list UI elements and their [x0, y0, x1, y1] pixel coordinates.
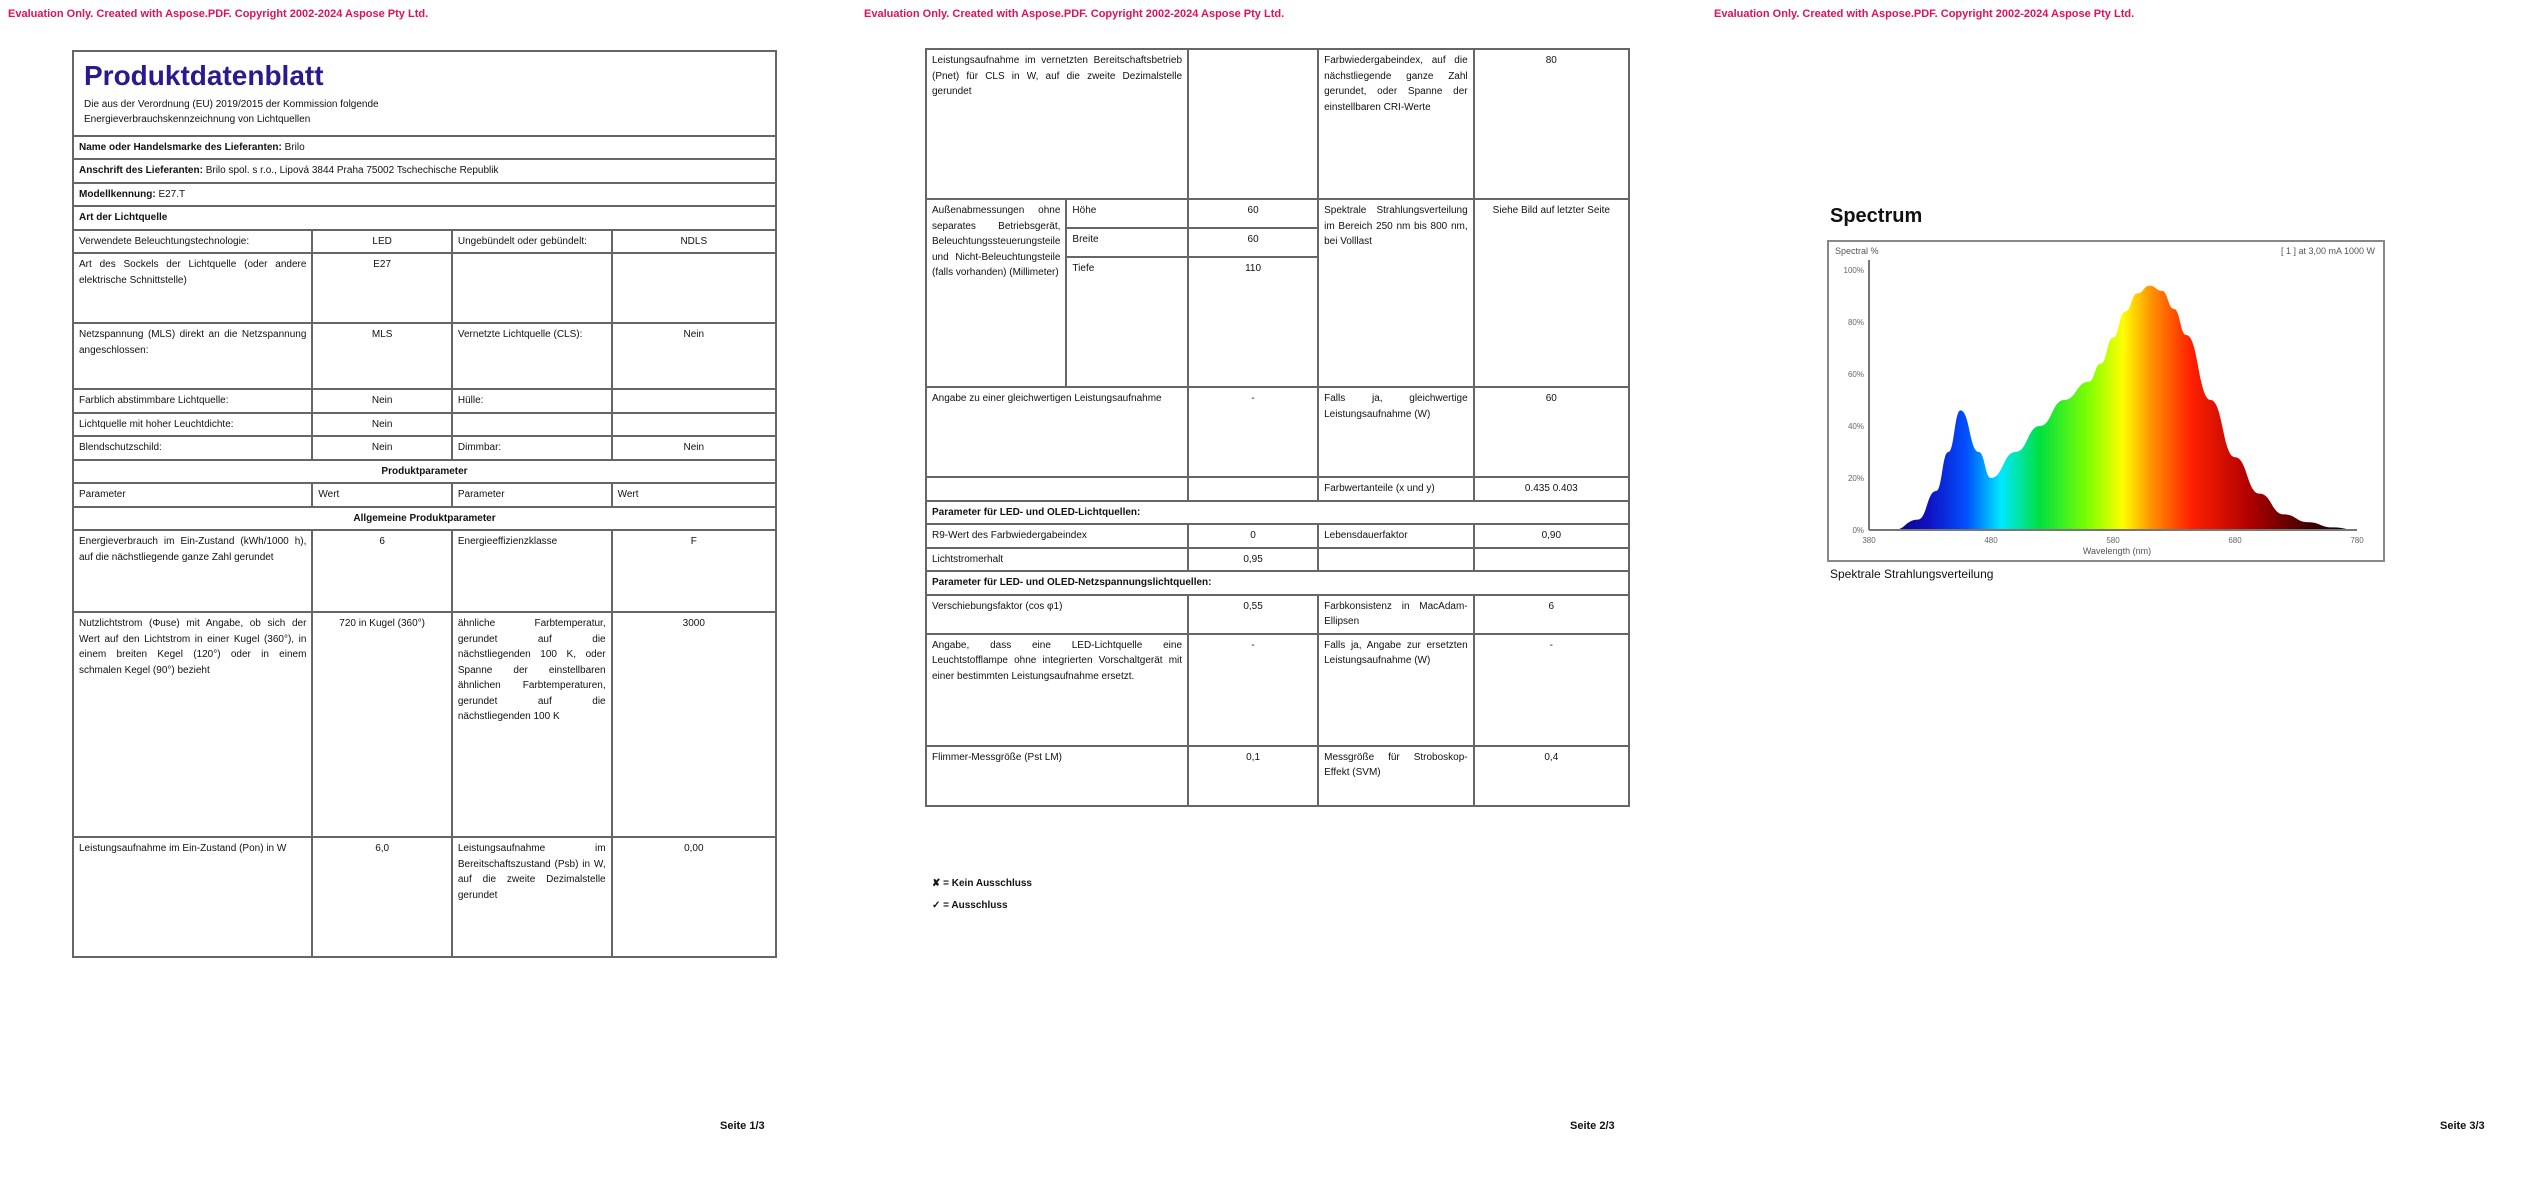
x-tick-label: 380 — [1862, 536, 1876, 545]
value: 0,00 — [612, 837, 776, 957]
col-header: Wert — [612, 483, 776, 507]
param: Netzspannung (MLS) direkt an die Netzspannung angeschlossen: — [73, 323, 312, 389]
param: Falls ja, Angabe zur ersetzten Leistungsaufnahme (W) — [1318, 634, 1474, 746]
table-row — [73, 230, 776, 254]
x-tick-label: 480 — [1984, 536, 1998, 545]
param: Verschiebungsfaktor (cos φ1) — [926, 595, 1188, 634]
param: Leistungsaufnahme im Bereitschaftszustand (Psb) in W, auf die zweite Dezimalstelle gerundet — [452, 837, 612, 957]
param: Lichtstromerhalt — [926, 548, 1188, 572]
param: Leistungsaufnahme im Ein-Zustand (Pon) in W — [73, 837, 312, 957]
general-heading: Allgemeine Produktparameter — [73, 507, 776, 531]
table-row — [926, 634, 1629, 746]
param: Falls ja, gleichwertige Leistungsaufnahme (W) — [1318, 387, 1474, 477]
param: Farbwiedergabeindex, auf die nächstliegende ganze Zahl gerundet, oder Spanne der einstellbaren CRI-Werte — [1318, 49, 1474, 199]
watermark: Evaluation Only. Created with Aspose.PDF. Copyright 2002-2024 Aspose Pty Ltd. — [1714, 8, 2135, 20]
supplier-address-label: Anschrift des Lieferanten: — [79, 165, 203, 177]
param: Leistungsaufnahme im vernetzten Bereitschaftsbetrieb (Pnet) für CLS in W, auf die zweite Dezimalstelle gerundet — [926, 49, 1188, 199]
x-tick-label: 580 — [2106, 536, 2120, 545]
table-row — [73, 413, 776, 437]
dim-value: 110 — [1188, 257, 1318, 387]
param: Blendschutzschild: — [73, 436, 312, 460]
intro-text: Die aus der Verordnung (EU) 2019/2015 der Kommission folgende Energieverbrauchskennzeichnung von Lichtquellen — [84, 98, 379, 126]
x-tick-label: 680 — [2228, 536, 2242, 545]
value: 3000 — [612, 612, 776, 837]
value: 0,4 — [1474, 746, 1629, 806]
value: 0 — [1188, 524, 1318, 548]
product-data-table-continued — [925, 48, 1630, 807]
param: Lebensdauerfaktor — [1318, 524, 1474, 548]
page-2 — [850, 0, 1690, 1200]
param: Farblich abstimmbare Lichtquelle: — [73, 389, 312, 413]
y-axis-label: Spectral % — [1835, 246, 1879, 256]
param: Art des Sockels der Lichtquelle (oder andere elektrische Schnittstelle) — [73, 253, 312, 323]
supplier-name-label: Name oder Handelsmarke des Lieferanten: — [79, 141, 282, 153]
table-row — [926, 477, 1629, 501]
watermark: Evaluation Only. Created with Aspose.PDF. Copyright 2002-2024 Aspose Pty Ltd. — [8, 8, 429, 20]
value: 6 — [312, 530, 451, 612]
value: LED — [312, 230, 451, 254]
param — [452, 253, 612, 323]
value: 60 — [1474, 387, 1629, 477]
param: Angabe zu einer gleichwertigen Leistungsaufnahme — [926, 387, 1188, 477]
y-tick-label: 60% — [1847, 370, 1864, 379]
param: Nutzlichtstrom (Φuse) mit Angabe, ob sich der Wert auf den Lichtstrom in einer Kugel (360°), in einem breiten Kegel (120°) oder in einem schmalen Kegel (90°) bezieht — [73, 612, 312, 837]
param: Farbkonsistenz in MacAdam-Ellipsen — [1318, 595, 1474, 634]
value — [612, 389, 776, 413]
table-row — [926, 595, 1629, 634]
value: 0.435 0.403 — [1474, 477, 1629, 501]
table-row — [926, 49, 1629, 199]
col-header: Parameter — [73, 483, 312, 507]
column-headers — [73, 483, 776, 507]
param: Vernetzte Lichtquelle (CLS): — [452, 323, 612, 389]
table-row — [73, 389, 776, 413]
y-tick-label: 80% — [1847, 318, 1864, 327]
value — [612, 253, 776, 323]
param: R9-Wert des Farbwiedergabeindex — [926, 524, 1188, 548]
spectrum-chart — [1827, 240, 2387, 565]
dim-value: 60 — [1188, 199, 1318, 228]
value: F — [612, 530, 776, 612]
x-tick-label: 780 — [2350, 536, 2364, 545]
table-row — [73, 436, 776, 460]
value: Siehe Bild auf letzter Seite — [1474, 199, 1629, 387]
x-axis-label: Wavelength (nm) — [2082, 546, 2152, 556]
param: Messgröße für Stroboskop-Effekt (SVM) — [1318, 746, 1474, 806]
param — [452, 413, 612, 437]
supplier-name: Brilo — [284, 141, 305, 153]
value — [1188, 49, 1318, 199]
param: Verwendete Beleuchtungstechnologie: — [73, 230, 312, 254]
table-row — [926, 199, 1629, 228]
model-label: Modellkennung: — [79, 188, 156, 200]
value: 80 — [1474, 49, 1629, 199]
mains-heading: Parameter für LED- und OLED-Netzspannungslichtquellen: — [926, 571, 1629, 595]
value: Nein — [312, 389, 451, 413]
led-heading: Parameter für LED- und OLED-Lichtquellen: — [926, 501, 1629, 525]
value: 0,90 — [1474, 524, 1629, 548]
value: Nein — [312, 413, 451, 437]
param: ähnliche Farbtemperatur, gerundet auf die nächstliegenden 100 K, oder Spanne der einstellbaren ähnlichen Farbtemperaturen, gerundet auf die nächstliegenden 100 K — [452, 612, 612, 837]
dim-label: Tiefe — [1066, 257, 1188, 387]
value: 0,55 — [1188, 595, 1318, 634]
product-params-heading: Produktparameter — [73, 460, 776, 484]
dim-label: Höhe — [1066, 199, 1188, 228]
value: Nein — [612, 436, 776, 460]
value — [612, 413, 776, 437]
table-row — [73, 253, 776, 323]
y-tick-label: 20% — [1847, 474, 1864, 483]
param: Energieverbrauch im Ein-Zustand (kWh/1000 h), auf die nächstliegende ganze Zahl gerundet — [73, 530, 312, 612]
table-row — [926, 524, 1629, 548]
table-row — [926, 387, 1629, 477]
watermark: Evaluation Only. Created with Aspose.PDF. Copyright 2002-2024 Aspose Pty Ltd. — [864, 8, 1285, 20]
table-row — [73, 837, 776, 957]
supplier-address: Brilo spol. s r.o., Lipová 3844 Praha 75002 Tschechische Republik — [205, 165, 499, 177]
y-tick-label: 40% — [1847, 422, 1864, 431]
value: - — [1188, 387, 1318, 477]
col-header: Wert — [312, 483, 451, 507]
value: E27 — [312, 253, 451, 323]
table-row — [926, 548, 1629, 572]
param: Hülle: — [452, 389, 612, 413]
chart-title: Spectrum — [1830, 205, 1923, 227]
product-data-table — [72, 50, 777, 958]
value: 0,95 — [1188, 548, 1318, 572]
y-tick-label: 100% — [1843, 266, 1864, 275]
page-title: Produktdatenblatt — [84, 60, 324, 91]
param: Farbwertanteile (x und y) — [1318, 477, 1474, 501]
value: NDLS — [612, 230, 776, 254]
param: Dimmbar: — [452, 436, 612, 460]
y-tick-label: 0% — [1852, 526, 1864, 535]
table-row — [73, 323, 776, 389]
page-number: Seite 1/3 — [720, 1120, 765, 1132]
dimensions-label: Außenabmessungen ohne separates Betriebsgerät, Beleuchtungssteuerungsteile und Nicht-Beleuchtungsteile (falls vorhanden) (Millimeter) — [926, 199, 1066, 387]
page-number: Seite 3/3 — [2440, 1120, 2485, 1132]
dim-value: 60 — [1188, 228, 1318, 257]
param: Ungebündelt oder gebündelt: — [452, 230, 612, 254]
value: - — [1188, 634, 1318, 746]
value: MLS — [312, 323, 451, 389]
footnote-2: ✓ = Ausschluss — [932, 900, 1008, 911]
page-3 — [1700, 0, 2540, 1200]
value: Nein — [612, 323, 776, 389]
page-1 — [0, 0, 840, 1200]
param: Lichtquelle mit hoher Leuchtdichte: — [73, 413, 312, 437]
param: Angabe, dass eine LED-Lichtquelle eine Leuchtstofflampe ohne integrierten Vorschaltgerät mit einer bestimmten Leistungsaufnahme ersetzt. — [926, 634, 1188, 746]
type-heading: Art der Lichtquelle — [73, 206, 776, 230]
param: Energieeffizienzklasse — [452, 530, 612, 612]
value: 0,1 — [1188, 746, 1318, 806]
value: 6,0 — [312, 837, 451, 957]
value: Nein — [312, 436, 451, 460]
table-row — [73, 530, 776, 612]
dim-label: Breite — [1066, 228, 1188, 257]
footnote-1: ✘ = Kein Ausschluss — [932, 878, 1032, 889]
chart-legend: [ 1 ] at 3,00 mA 1000 W — [2280, 246, 2375, 256]
value: - — [1474, 634, 1629, 746]
table-row — [926, 746, 1629, 806]
param: Spektrale Strahlungsverteilung im Bereich 250 nm bis 800 nm, bei Volllast — [1318, 199, 1474, 387]
page-number: Seite 2/3 — [1570, 1120, 1615, 1132]
param: Flimmer-Messgröße (Pst LM) — [926, 746, 1188, 806]
col-header: Parameter — [452, 483, 612, 507]
value: 720 in Kugel (360°) — [312, 612, 451, 837]
value: 6 — [1474, 595, 1629, 634]
model-id: E27.T — [158, 188, 186, 200]
table-row — [73, 612, 776, 837]
chart-caption: Spektrale Strahlungsverteilung — [1830, 567, 1994, 581]
